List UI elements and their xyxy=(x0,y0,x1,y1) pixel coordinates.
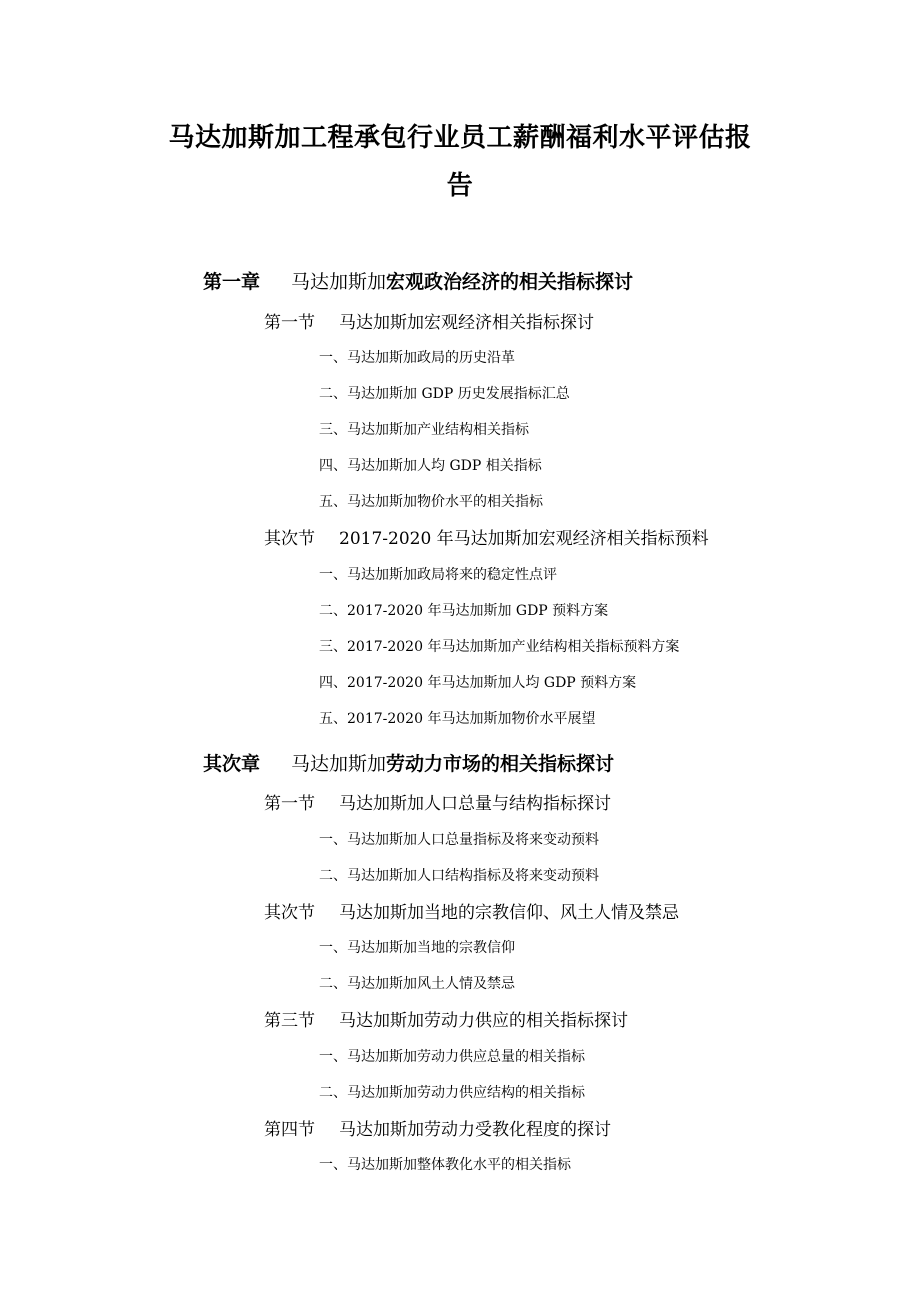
section-number: 第四节 xyxy=(264,1120,315,1140)
section-number: 其次节 xyxy=(264,529,315,549)
section-title: 马达加斯加当地的宗教信仰、风土人情及禁忌 xyxy=(339,903,679,923)
section-title: 马达加斯加劳动力供应的相关指标探讨 xyxy=(339,1011,628,1031)
toc-item: 四、2017-2020 年马达加斯加人均 GDP 预料方案 xyxy=(319,675,637,691)
chapter-name-prefix: 马达加斯加 xyxy=(291,271,387,293)
toc-item: 五、2017-2020 年马达加斯加物价水平展望 xyxy=(319,711,596,727)
toc-item: 三、马达加斯加产业结构相关指标 xyxy=(319,422,529,438)
toc-item: 一、马达加斯加劳动力供应总量的相关指标 xyxy=(319,1049,585,1065)
toc-item: 四、马达加斯加人均 GDP 相关指标 xyxy=(319,458,542,474)
section-title: 2017-2020 年马达加斯加宏观经济相关指标预料 xyxy=(339,529,709,549)
toc-item: 二、马达加斯加风土人情及禁忌 xyxy=(319,976,515,992)
toc-section xyxy=(264,1009,628,1033)
toc-item: 三、2017-2020 年马达加斯加产业结构相关指标预料方案 xyxy=(319,639,680,655)
toc-item: 二、马达加斯加劳动力供应结构的相关指标 xyxy=(319,1085,585,1101)
toc-chapter xyxy=(203,269,633,295)
section-number: 第三节 xyxy=(264,1011,315,1031)
section-number: 其次节 xyxy=(264,903,315,923)
toc-section xyxy=(264,901,679,925)
chapter-name-prefix: 马达加斯加 xyxy=(291,753,387,775)
document-title xyxy=(140,114,780,210)
title-line-1: 马达加斯加工程承包行业员工薪酬福利水平评估报 xyxy=(168,123,752,153)
toc-item: 二、马达加斯加人口结构指标及将来变动预料 xyxy=(319,868,599,884)
section-title: 马达加斯加人口总量与结构指标探讨 xyxy=(339,794,611,814)
chapter-name: 劳动力市场的相关指标探讨 xyxy=(386,753,615,775)
section-number: 第一节 xyxy=(264,313,315,333)
toc-item: 五、马达加斯加物价水平的相关指标 xyxy=(319,494,543,510)
chapter-number: 其次章 xyxy=(203,753,261,775)
section-title: 马达加斯加宏观经济相关指标探讨 xyxy=(339,313,594,333)
chapter-name: 宏观政治经济的相关指标探讨 xyxy=(386,271,634,293)
toc-section xyxy=(264,792,611,816)
toc-item: 一、马达加斯加政局的历史沿革 xyxy=(319,350,515,366)
chapter-number: 第一章 xyxy=(203,271,261,293)
title-line-2: 告 xyxy=(446,171,474,201)
toc-section xyxy=(264,527,709,551)
toc-item: 一、马达加斯加当地的宗教信仰 xyxy=(319,940,515,956)
section-number: 第一节 xyxy=(264,794,315,814)
toc-item: 一、马达加斯加整体教化水平的相关指标 xyxy=(319,1157,571,1173)
toc-chapter xyxy=(203,751,614,777)
toc-item: 二、马达加斯加 GDP 历史发展指标汇总 xyxy=(319,386,570,402)
section-title: 马达加斯加劳动力受教化程度的探讨 xyxy=(339,1120,611,1140)
toc-item: 一、马达加斯加政局将来的稳定性点评 xyxy=(319,567,557,583)
toc-item: 二、2017-2020 年马达加斯加 GDP 预料方案 xyxy=(319,603,609,619)
toc-section xyxy=(264,1118,611,1142)
toc-item: 一、马达加斯加人口总量指标及将来变动预料 xyxy=(319,832,599,848)
toc-section xyxy=(264,311,594,335)
